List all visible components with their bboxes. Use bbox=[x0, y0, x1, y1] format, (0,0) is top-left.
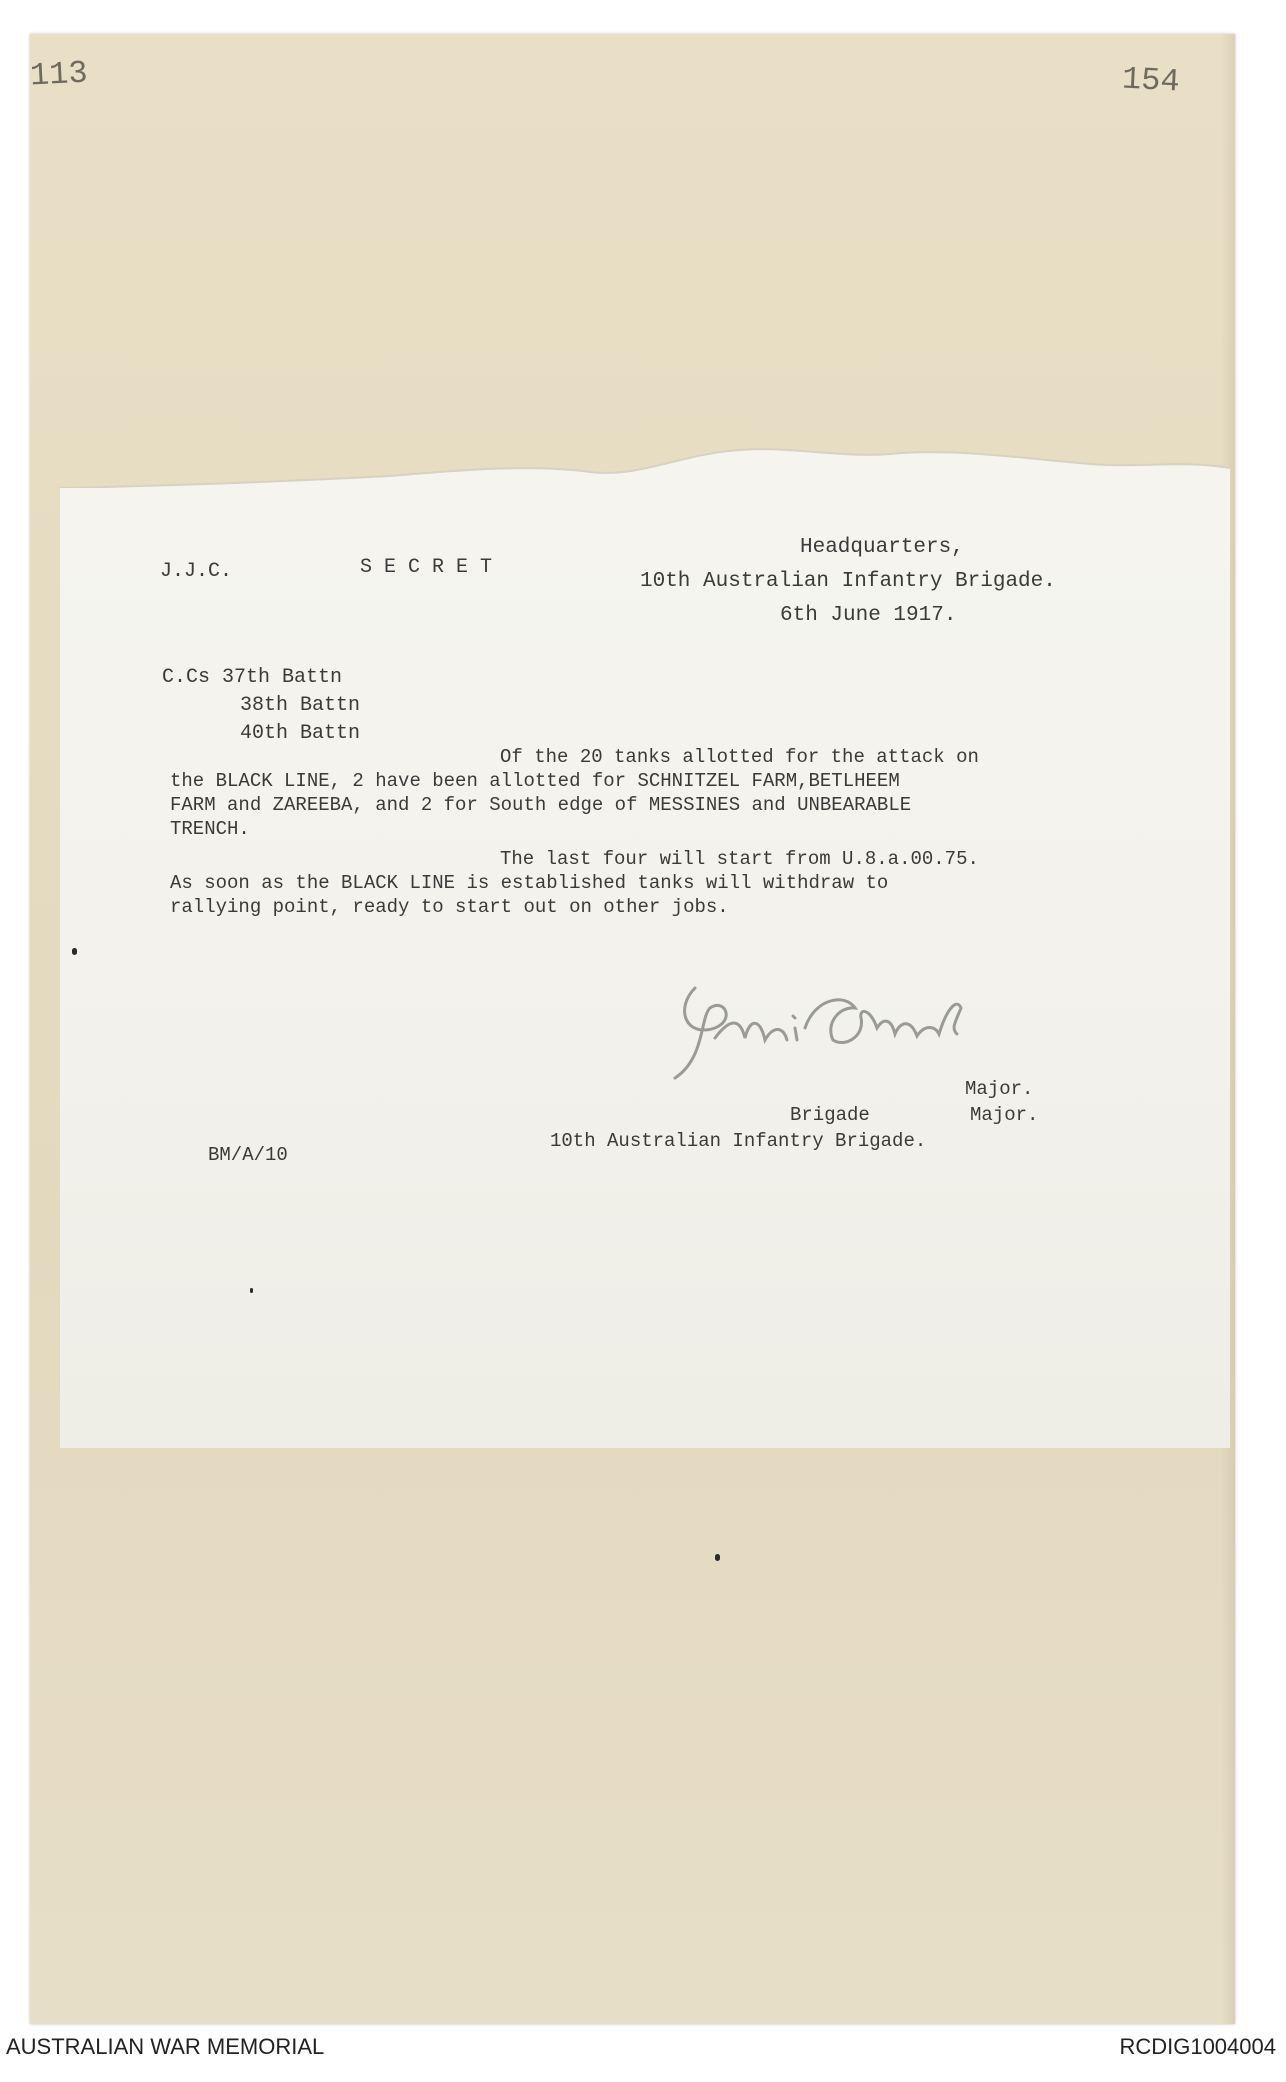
handwritten-signature bbox=[655, 968, 985, 1088]
signature-title-left: Brigade bbox=[790, 1104, 870, 1126]
initials: J.J.C. bbox=[160, 560, 233, 583]
footer-archive-name: AUSTRALIAN WAR MEMORIAL bbox=[6, 2034, 325, 2059]
memo-slip bbox=[60, 488, 1230, 1448]
ink-speck bbox=[715, 1554, 720, 1561]
addressee-line: 38th Battn bbox=[240, 694, 361, 717]
body-line: As soon as the BLACK LINE is established tanks will withdraw to bbox=[170, 872, 889, 894]
addressee-line: 40th Battn bbox=[240, 722, 361, 745]
ink-speck bbox=[72, 948, 77, 955]
header-date: 6th June 1917. bbox=[780, 604, 957, 627]
body-line: the BLACK LINE, 2 have been allotted for SCHNITZEL FARM,BETLHEEM bbox=[170, 770, 900, 792]
reference-number: BM/A/10 bbox=[208, 1144, 288, 1166]
body-line: TRENCH. bbox=[170, 818, 250, 840]
body-line: rallying point, ready to start out on other jobs. bbox=[170, 896, 729, 918]
header-brigade: 10th Australian Infantry Brigade. bbox=[640, 570, 1056, 593]
ink-speck bbox=[250, 1288, 253, 1293]
body-line: FARM and ZAREEBA, and 2 for South edge of MESSINES and UNBEARABLE bbox=[170, 794, 912, 816]
signature-unit: 10th Australian Infantry Brigade. bbox=[550, 1130, 927, 1152]
header-headquarters: Headquarters, bbox=[800, 536, 964, 559]
classification-secret: SECRET bbox=[360, 556, 505, 579]
folio-number-right: 154 bbox=[1121, 60, 1181, 101]
folio-number-left: 113 bbox=[29, 54, 89, 95]
body-line: The last four will start from U.8.a.00.75. bbox=[500, 848, 979, 870]
footer-record-id: RCDIG1004004 bbox=[1119, 2034, 1276, 2059]
body-line: Of the 20 tanks allotted for the attack on bbox=[500, 746, 979, 768]
addressee-line: C.Cs 37th Battn bbox=[162, 666, 343, 689]
archival-page bbox=[30, 34, 1235, 2024]
signature-rank: Major. bbox=[965, 1078, 1034, 1100]
signature-title-right: Major. bbox=[970, 1104, 1039, 1126]
